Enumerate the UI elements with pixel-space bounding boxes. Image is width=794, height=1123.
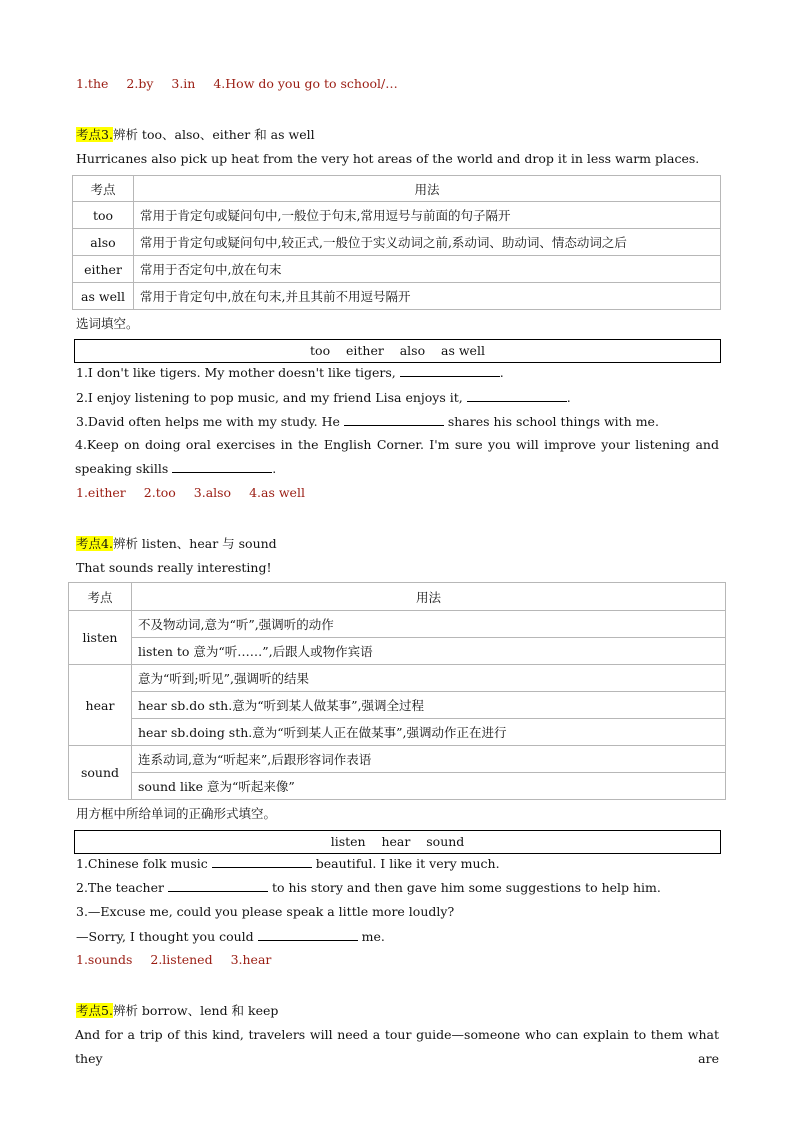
table-cell: too	[73, 202, 134, 229]
table-row	[73, 202, 721, 229]
exercise-item	[76, 389, 571, 405]
question-text: —Sorry, I thought you could	[76, 929, 254, 944]
table-cell: sound	[69, 746, 132, 800]
section-title: 辨析 too、also、either 和 as well	[112, 127, 315, 142]
section-number: 3.	[101, 127, 113, 142]
answer-blank[interactable]	[467, 389, 567, 402]
question-text: 3.David often helps me with my study. He	[76, 414, 340, 429]
prev-answer-line	[76, 76, 398, 91]
answer-blank[interactable]	[344, 413, 444, 426]
table-row	[69, 719, 726, 746]
exercise-item	[76, 413, 659, 429]
table-row	[73, 256, 721, 283]
answer: 1.either	[76, 485, 126, 500]
table-cell: 常用于肯定句或疑问句中,较正式,一般位于实义动词之前,系动词、助动词、情态动词之后	[134, 229, 721, 256]
exercise-instruction: 用方框中所给单词的正确形式填空。	[76, 806, 277, 821]
answer: 4.as well	[249, 485, 305, 500]
question-text: me.	[361, 929, 385, 944]
table-cell: hear	[69, 665, 132, 746]
answer: 3.hear	[230, 952, 272, 967]
table-cell: as well	[73, 283, 134, 310]
section-title: 辨析 borrow、lend 和 keep	[112, 1003, 279, 1018]
word-box: listen hear sound	[74, 830, 721, 854]
section-3-heading	[76, 125, 315, 143]
table-row	[69, 665, 726, 692]
word-box: too either also as well	[74, 339, 721, 363]
answer-blank[interactable]	[172, 460, 272, 473]
table-row	[69, 638, 726, 665]
exercise-item	[76, 364, 504, 380]
question-text: 4.Keep on doing oral exercises in the English Corner. I'm sure you will improve your listening and speaking skills	[75, 437, 719, 476]
table-row	[69, 746, 726, 773]
answer-key	[76, 485, 305, 500]
question-text: .	[499, 365, 504, 380]
table-header: 用法	[132, 583, 726, 611]
section-tag: 考点	[76, 127, 102, 142]
question-text: to his story and then gave him some suggestions to help him.	[271, 880, 661, 895]
table-row	[69, 773, 726, 800]
answer: 2.by	[126, 76, 154, 91]
section-title: 辨析 listen、hear 与 sound	[112, 536, 277, 551]
exercise-item	[76, 855, 500, 871]
table-header: 考点	[73, 176, 134, 202]
answer-blank[interactable]	[258, 928, 358, 941]
table-cell: sound like 意为“听起来像”	[132, 773, 726, 800]
answer: 2.too	[143, 485, 176, 500]
question-text: shares his school things with me.	[447, 414, 659, 429]
answer-key	[76, 952, 271, 967]
answer: 2.listened	[150, 952, 213, 967]
table-cell: listen	[69, 611, 132, 665]
answer-blank[interactable]	[400, 364, 500, 377]
table-row	[73, 283, 721, 310]
usage-table-2	[68, 582, 726, 800]
table-cell: hear sb.do sth.意为“听到某人做某事”,强调全过程	[132, 692, 726, 719]
table-header: 用法	[134, 176, 721, 202]
table-cell: also	[73, 229, 134, 256]
section-5-example: And for a trip of this kind, travelers will need a tour guide—someone who can explain to them what they are	[75, 1027, 719, 1066]
section-4-example: That sounds really interesting!	[76, 560, 272, 575]
section-tag: 考点	[76, 536, 102, 551]
exercise-item	[76, 879, 661, 895]
answer: 1.the	[76, 76, 109, 91]
usage-table-1	[72, 175, 721, 310]
section-tag: 考点	[76, 1003, 102, 1018]
question-text: .	[566, 390, 571, 405]
question-text: .	[272, 461, 277, 476]
question-text: 2.I enjoy listening to pop music, and my friend Lisa enjoys it,	[76, 390, 463, 405]
table-cell: 常用于否定句中,放在句末	[134, 256, 721, 283]
exercise-item: 3.—Excuse me, could you please speak a little more loudly?	[76, 904, 455, 919]
table-cell: 常用于肯定句中,放在句末,并且其前不用逗号隔开	[134, 283, 721, 310]
answer-blank[interactable]	[168, 879, 268, 892]
section-5-heading	[76, 1001, 278, 1019]
section-3-example: Hurricanes also pick up heat from the very hot areas of the world and drop it in less warm places.	[76, 151, 700, 166]
exercise-item	[75, 433, 719, 481]
table-cell: either	[73, 256, 134, 283]
exercise-item	[76, 928, 385, 944]
question-text: 1.I don't like tigers. My mother doesn't like tigers,	[76, 365, 396, 380]
table-header: 考点	[69, 583, 132, 611]
table-cell: 不及物动词,意为“听”,强调听的动作	[132, 611, 726, 638]
table-row	[69, 611, 726, 638]
table-cell: 连系动词,意为“听起来”,后跟形容词作表语	[132, 746, 726, 773]
answer: 4.How do you go to school/…	[213, 76, 398, 91]
question-text: 2.The teacher	[76, 880, 164, 895]
table-row	[69, 692, 726, 719]
table-cell: 常用于肯定句或疑问句中,一般位于句末,常用逗号与前面的句子隔开	[134, 202, 721, 229]
answer: 3.in	[171, 76, 196, 91]
table-cell: 意为“听到;听见”,强调听的结果	[132, 665, 726, 692]
answer-blank[interactable]	[212, 855, 312, 868]
answer: 3.also	[193, 485, 232, 500]
exercise-instruction: 选词填空。	[76, 316, 139, 331]
table-cell: listen to 意为“听……”,后跟人或物作宾语	[132, 638, 726, 665]
question-text: 1.Chinese folk music	[76, 856, 208, 871]
section-number: 4.	[101, 536, 113, 551]
section-number: 5.	[101, 1003, 113, 1018]
section-4-heading	[76, 534, 277, 552]
table-cell: hear sb.doing sth.意为“听到某人正在做某事”,强调动作正在进行	[132, 719, 726, 746]
answer: 1.sounds	[76, 952, 133, 967]
question-text: beautiful. I like it very much.	[315, 856, 500, 871]
table-row	[73, 229, 721, 256]
